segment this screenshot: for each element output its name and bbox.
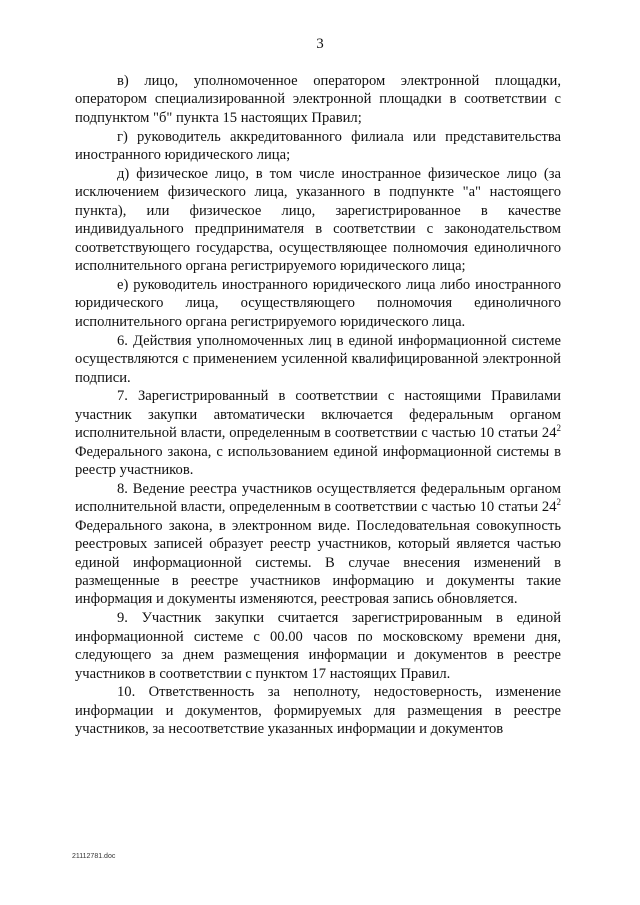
document-body [75, 72, 561, 739]
paragraph-7-part1: 7. Зарегистрированный в соответствии с настоящими Правилами участник закупки автоматически включается федеральным органом исполнительной власти, определенным в соответствии с частью 10 статьи 24 [75, 388, 561, 442]
paragraph-10: 10. Ответственность за неполноту, недостоверность, изменение информации и документов, формируемых для размещения в реестре участников, за несоответствие указанных информации и документов [75, 684, 561, 738]
paragraph-8-part2: Федерального закона, в электронном виде. Последовательная совокупность реестровых записей образует реестр участников, который является частью единой информационной системы. В случае внесения изменений в размещенные в реестре участников информацию и документы такие информация и документы изменяются, реестровая запись обновляется. [75, 517, 561, 608]
footer-filename: 21112781.doc [72, 853, 116, 860]
paragraph-8 [75, 480, 561, 609]
page-number: 3 [316, 36, 324, 52]
paragraph-7-part2: Федерального закона, с использованием единой информационной системы в реестр участников. [75, 443, 561, 479]
paragraph-v: в) лицо, уполномоченное оператором электронной площадки, оператором специализированной электронной площадки в соответствии с подпунктом "б" пункта 15 настоящих Правил; [75, 73, 561, 126]
paragraph-e: е) руководитель иностранного юридического лица либо иностранного юридического лица, осуществляющего полномочия единоличного исполнительного органа регистрируемого юридического лица. [75, 276, 561, 330]
superscript: 2 [556, 497, 561, 508]
paragraph-6: 6. Действия уполномоченных лиц в единой информационной системе осуществляются с применением усиленной квалифицированной электронной подписи. [75, 332, 561, 386]
paragraph-d: д) физическое лицо, в том числе иностранное физическое лицо (за исключением физического лица, указанного в подпункте "а" настоящего пункта), или физическое лицо, зарегистрированное в качестве индивидуального предпринимателя в соответствии с законодательством соответствующего государства, осуществляющее полномочия единоличного исполнительного органа регистрируемого юридического лица; [75, 166, 561, 275]
paragraph-8-part1: 8. Ведение реестра участников осуществляется федеральным органом исполнительной власти, определенным в соответствии с частью 10 статьи 24 [75, 480, 561, 516]
paragraph-g: г) руководитель аккредитованного филиала или представительства иностранного юридического лица; [75, 128, 561, 164]
paragraph-9: 9. Участник закупки считается зарегистрированным в единой информационной системе с 00.00 часов по московскому времени дня, следующего за днем размещения информации и документов в реестре участников в соответствии с пунктом 17 настоящих Правил. [75, 610, 561, 682]
paragraph-7 [75, 387, 561, 479]
superscript: 2 [556, 423, 561, 434]
